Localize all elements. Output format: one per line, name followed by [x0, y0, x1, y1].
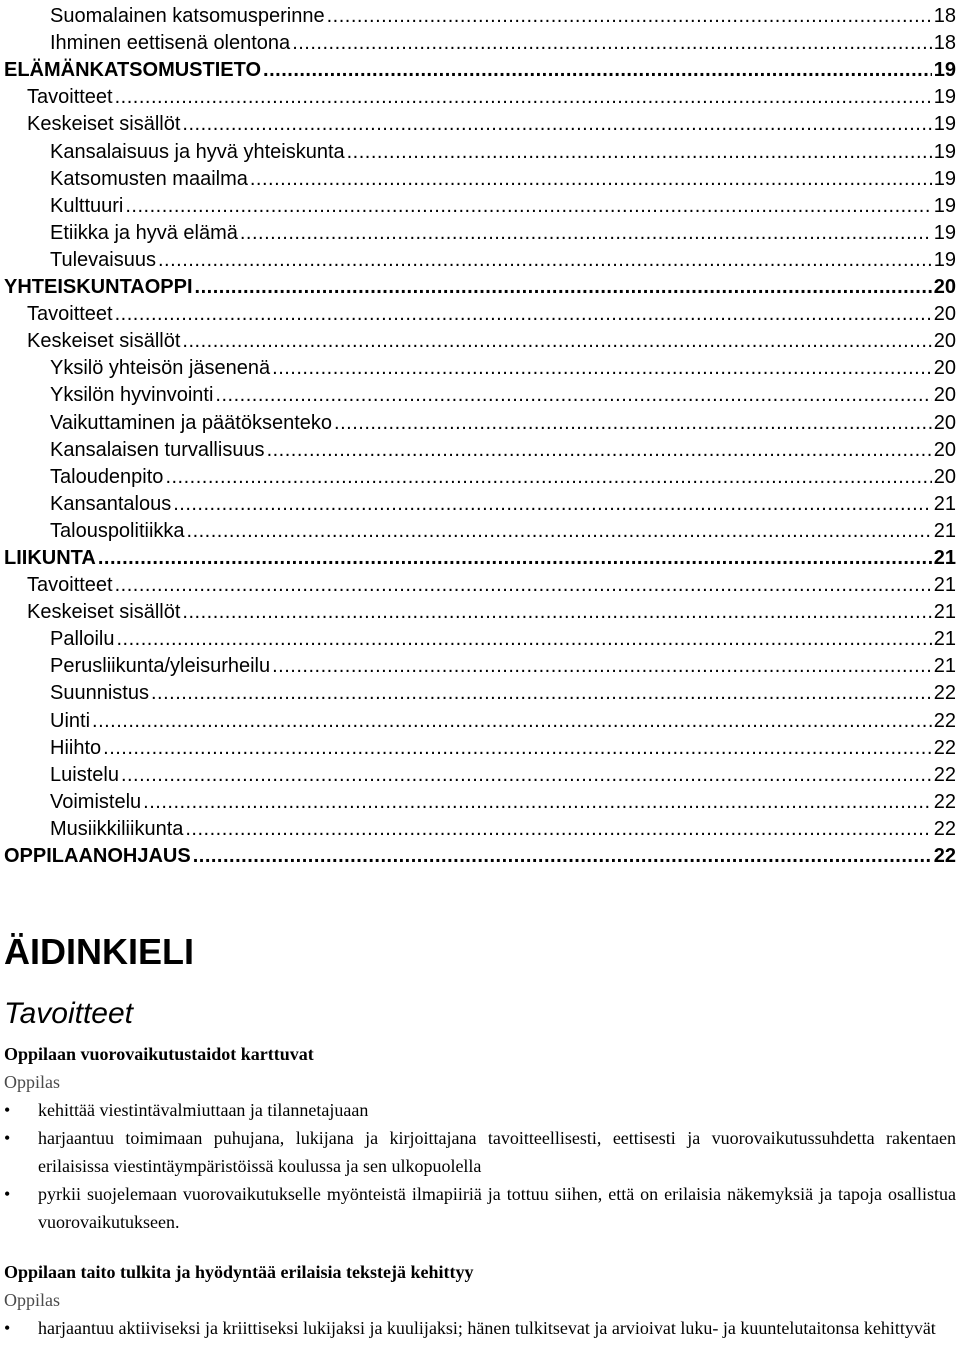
- toc-dot-leader: [92, 710, 932, 732]
- toc-entry[interactable]: [4, 732, 956, 759]
- toc-entry-title: Palloilu: [50, 628, 115, 651]
- toc-dot-leader: [165, 466, 931, 488]
- toc-dot-leader: [272, 357, 932, 379]
- toc-entry[interactable]: [4, 623, 956, 650]
- toc-entry[interactable]: [4, 461, 956, 488]
- section-intro: Oppilas: [4, 1290, 60, 1310]
- toc-dot-leader: [185, 818, 931, 840]
- toc-entry-page: 18: [933, 5, 956, 28]
- toc-entry[interactable]: [4, 0, 956, 27]
- toc-entry-title: Taloudenpito: [50, 465, 164, 488]
- toc-entry-title: Uinti: [50, 709, 91, 732]
- toc-dot-leader: [116, 628, 931, 650]
- toc-entry-page: 20: [933, 357, 956, 380]
- toc-entry[interactable]: [4, 434, 956, 461]
- toc-entry[interactable]: [4, 271, 956, 298]
- toc-entry[interactable]: [4, 27, 956, 54]
- toc-entry[interactable]: [4, 352, 956, 379]
- main-heading: ÄIDINKIELI: [4, 931, 195, 972]
- toc-entry-page: 22: [933, 736, 956, 759]
- toc-entry[interactable]: [4, 54, 956, 81]
- toc-dot-leader: [158, 249, 932, 271]
- list-item: • harjaantuu toimimaan puhujana, lukijana ja kirjoittajana tavoitteellisesti, eettisesti ja vuorovaikutussuhdetta rakentaen erilaisissa viestintäympäristöissä koulussa ja sen ulkopuolella: [4, 1124, 956, 1180]
- toc-dot-leader: [182, 330, 931, 352]
- toc-entry-page: 19: [933, 194, 956, 217]
- toc-dot-leader: [115, 574, 932, 596]
- toc-entry-page: 20: [933, 465, 956, 488]
- toc-entry-title: Ihminen eettisenä olentona: [50, 32, 291, 55]
- toc-dot-leader: [182, 601, 931, 623]
- toc-dot-leader: [193, 845, 932, 867]
- table-of-contents: [4, 0, 956, 867]
- toc-entry-page: 21: [933, 628, 956, 651]
- toc-entry[interactable]: [4, 596, 956, 623]
- toc-entry-page: 20: [933, 276, 956, 299]
- toc-entry-title: Hiihto: [50, 736, 102, 759]
- list-item: • kehittää viestintävalmiuttaan ja tilannetajuaan: [4, 1096, 956, 1124]
- toc-entry-title: OPPILAANOHJAUS: [4, 845, 191, 867]
- toc-entry-page: 22: [933, 845, 956, 867]
- toc-entry-page: 22: [933, 682, 956, 705]
- toc-entry[interactable]: [4, 135, 956, 162]
- toc-entry[interactable]: [4, 650, 956, 677]
- toc-dot-leader: [115, 86, 932, 108]
- list-item: • pyrkii suojelemaan vuorovaikutukselle myönteistä ilmapiiriä ja tottuu siihen, että on erilaisia näkemyksiä ja tapoja osallistua vuorovaikutukseen.: [4, 1180, 956, 1236]
- toc-dot-leader: [115, 303, 932, 325]
- toc-entry-page: 20: [933, 438, 956, 461]
- toc-entry-page: 20: [933, 330, 956, 353]
- toc-entry-title: Perusliikunta/yleisurheilu: [50, 655, 271, 678]
- toc-dot-leader: [327, 5, 932, 27]
- toc-entry-page: 22: [933, 763, 956, 786]
- toc-entry-title: Keskeiset sisällöt: [27, 330, 181, 353]
- toc-entry-title: Yksilön hyvinvointi: [50, 384, 214, 407]
- toc-entry-page: 20: [933, 384, 956, 407]
- toc-entry-title: ELÄMÄNKATSOMUSTIETO: [4, 59, 262, 82]
- toc-entry-title: Tavoitteet: [27, 574, 113, 597]
- toc-entry[interactable]: [4, 298, 956, 325]
- toc-entry-page: 21: [933, 655, 956, 678]
- toc-entry-page: 19: [933, 167, 956, 190]
- toc-entry-title: Tulevaisuus: [50, 248, 156, 271]
- toc-entry-page: 21: [933, 546, 956, 569]
- toc-entry-page: 19: [933, 86, 956, 109]
- list-item: • harjaantuu aktiiviseksi ja kriittiseksi lukijaksi ja kuulijaksi; hänen tulkitsevat ja arvioivat luku- ja kuuntelutaitonsa kehittyvät: [4, 1314, 956, 1342]
- toc-dot-leader: [240, 222, 932, 244]
- toc-entry-title: Kansalaisuus ja hyvä yhteiskunta: [50, 140, 345, 163]
- toc-dot-leader: [187, 520, 932, 542]
- section-intro: Oppilas: [4, 1072, 60, 1092]
- toc-entry-title: Musiikkiliikunta: [50, 817, 184, 840]
- toc-entry-title: Vaikuttaminen ja päätöksenteko: [50, 411, 333, 434]
- toc-entry-title: Suunnistus: [50, 682, 149, 705]
- toc-entry[interactable]: [4, 813, 956, 840]
- toc-entry[interactable]: [4, 840, 956, 867]
- toc-dot-leader: [151, 682, 932, 704]
- section-heading: Oppilaan vuorovaikutustaidot karttuvat: [4, 1044, 314, 1064]
- toc-entry-title: Katsomusten maailma: [50, 167, 248, 190]
- toc-entry[interactable]: [4, 704, 956, 731]
- bullet-list: [4, 1096, 956, 1236]
- toc-entry-page: 18: [933, 32, 956, 55]
- bullet-list: [4, 1314, 956, 1342]
- toc-entry[interactable]: [4, 542, 956, 569]
- toc-entry[interactable]: [4, 759, 956, 786]
- toc-entry[interactable]: [4, 244, 956, 271]
- toc-entry-page: 19: [933, 113, 956, 136]
- toc-dot-leader: [173, 493, 932, 515]
- toc-dot-leader: [215, 384, 931, 406]
- toc-entry-title: LIIKUNTA: [4, 546, 96, 569]
- toc-entry-page: 19: [933, 221, 956, 244]
- toc-entry[interactable]: [4, 325, 956, 352]
- toc-dot-leader: [267, 439, 932, 461]
- toc-entry-title: Tavoitteet: [27, 303, 113, 326]
- toc-dot-leader: [250, 168, 932, 190]
- toc-dot-leader: [103, 737, 932, 759]
- toc-entry[interactable]: [4, 190, 956, 217]
- toc-entry-page: 21: [933, 519, 956, 542]
- toc-dot-leader: [292, 32, 932, 54]
- toc-entry[interactable]: [4, 379, 956, 406]
- toc-dot-leader: [98, 547, 932, 569]
- toc-entry-page: 19: [933, 248, 956, 271]
- toc-entry-page: 19: [933, 59, 956, 82]
- toc-entry-title: Voimistelu: [50, 790, 142, 813]
- toc-entry-page: 22: [933, 817, 956, 840]
- toc-entry-title: Etiikka ja hyvä elämä: [50, 221, 238, 244]
- toc-entry[interactable]: [4, 81, 956, 108]
- toc-entry-title: Suomalainen katsomusperinne: [50, 5, 325, 28]
- section: [4, 1040, 956, 1236]
- sub-heading: Tavoitteet: [4, 997, 133, 1030]
- toc-entry[interactable]: [4, 677, 956, 704]
- toc-entry-page: 19: [933, 140, 956, 163]
- toc-entry-title: Kansantalous: [50, 492, 172, 515]
- toc-entry-page: 22: [933, 790, 956, 813]
- toc-entry-title: Kulttuuri: [50, 194, 124, 217]
- toc-entry-title: Talouspolitiikka: [50, 519, 185, 542]
- toc-entry-page: 21: [933, 574, 956, 597]
- toc-entry[interactable]: [4, 569, 956, 596]
- toc-dot-leader: [195, 276, 932, 298]
- toc-entry[interactable]: [4, 786, 956, 813]
- section-heading: Oppilaan taito tulkita ja hyödyntää erilaisia tekstejä kehittyy: [4, 1262, 474, 1282]
- toc-entry[interactable]: [4, 163, 956, 190]
- toc-entry-page: 20: [933, 303, 956, 326]
- toc-entry-title: Kansalaisen turvallisuus: [50, 438, 265, 461]
- toc-dot-leader: [143, 791, 932, 813]
- toc-entry-page: 21: [933, 601, 956, 624]
- toc-dot-leader: [334, 412, 932, 434]
- toc-entry-title: Keskeiset sisällöt: [27, 601, 181, 624]
- toc-entry-page: 20: [933, 411, 956, 434]
- toc-entry-title: Luistelu: [50, 763, 119, 786]
- toc-dot-leader: [182, 113, 931, 135]
- toc-entry-title: Yksilö yhteisön jäsenenä: [50, 357, 271, 380]
- toc-entry[interactable]: [4, 488, 956, 515]
- document-content: [4, 922, 956, 1342]
- toc-entry[interactable]: [4, 108, 956, 135]
- toc-entry-page: 21: [933, 492, 956, 515]
- toc-dot-leader: [347, 141, 932, 163]
- toc-entry-page: 22: [933, 709, 956, 732]
- toc-entry[interactable]: [4, 217, 956, 244]
- toc-dot-leader: [125, 195, 931, 217]
- toc-entry[interactable]: [4, 406, 956, 433]
- toc-dot-leader: [272, 655, 932, 677]
- toc-entry-title: YHTEISKUNTAOPPI: [4, 276, 193, 299]
- toc-dot-leader: [263, 59, 932, 81]
- toc-dot-leader: [121, 764, 932, 786]
- toc-entry[interactable]: [4, 515, 956, 542]
- toc-entry-title: Tavoitteet: [27, 86, 113, 109]
- section: [4, 1258, 956, 1342]
- toc-entry-title: Keskeiset sisällöt: [27, 113, 181, 136]
